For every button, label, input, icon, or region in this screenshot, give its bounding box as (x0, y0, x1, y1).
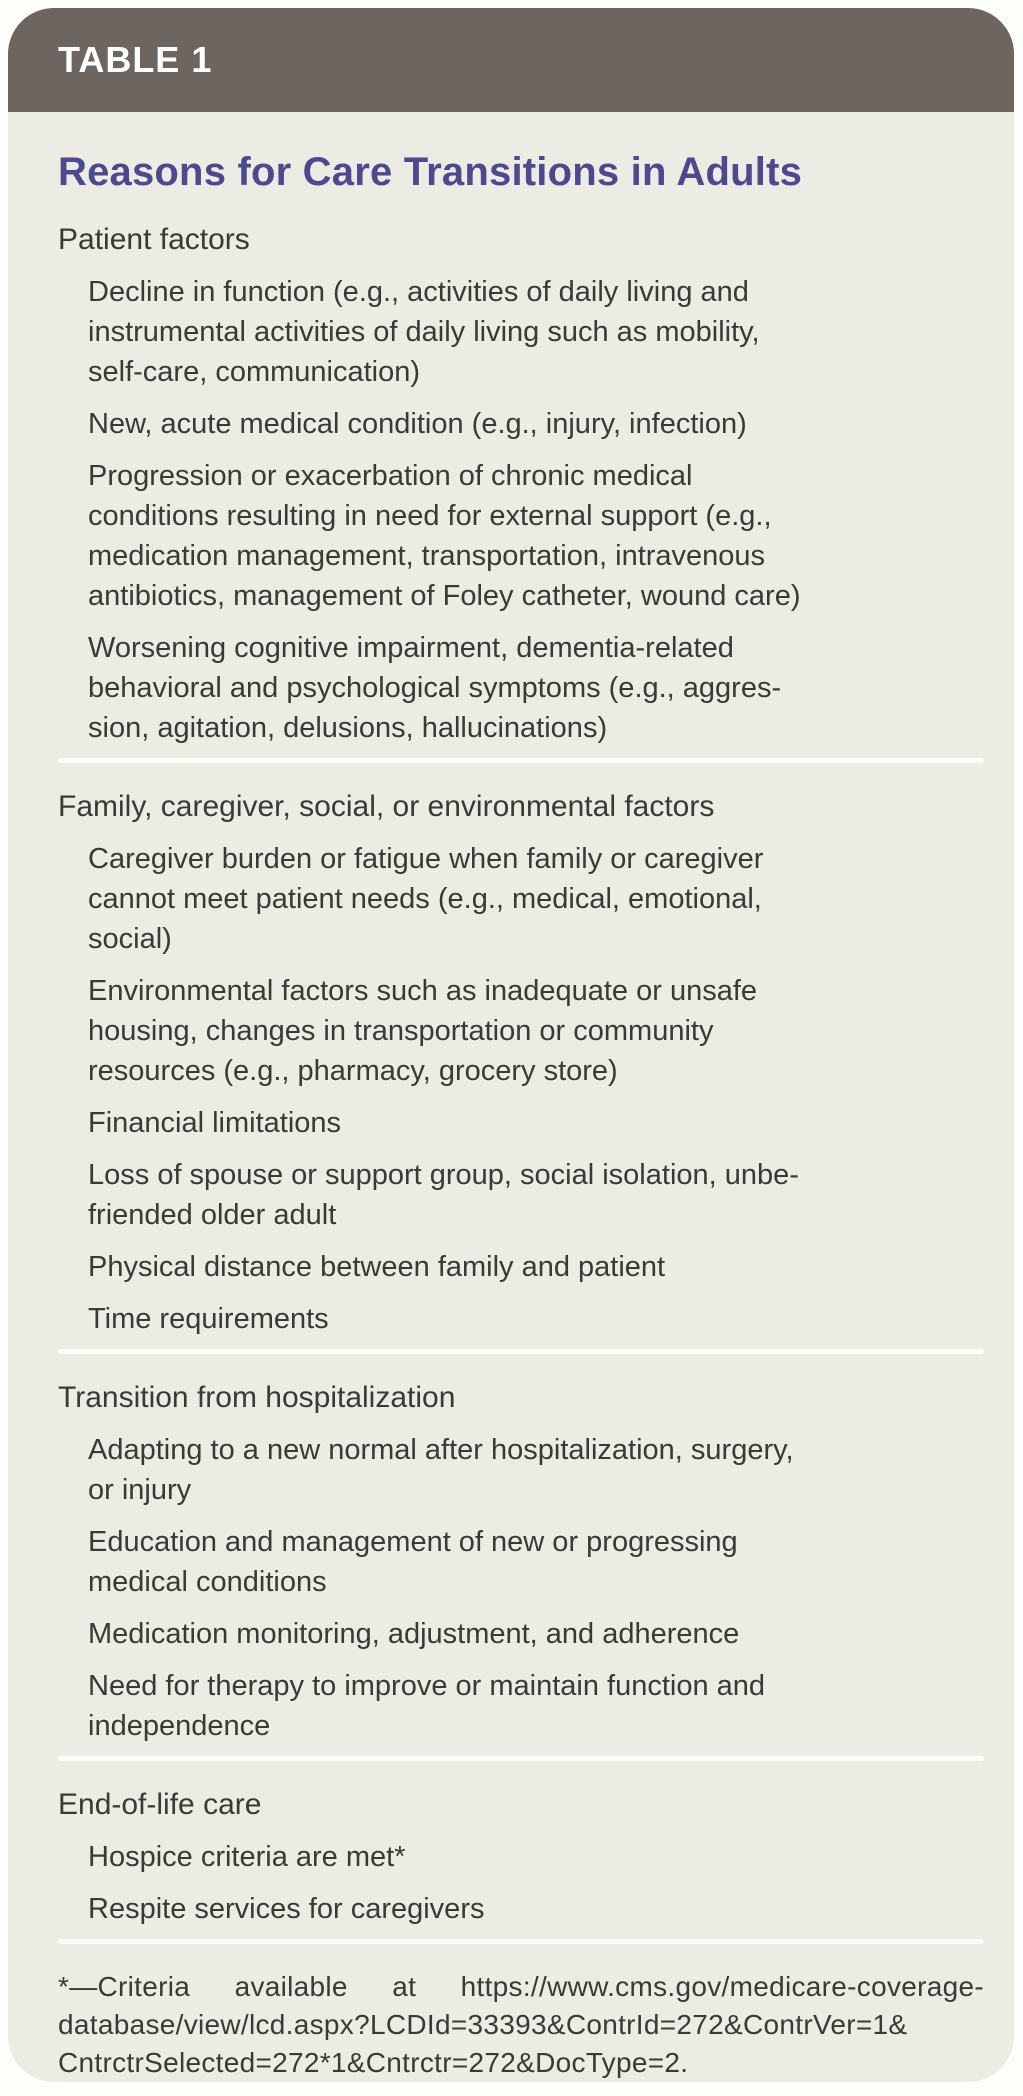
item-line: Loss of spouse or support group, social isolation, unbe- (88, 1159, 799, 1191)
item-line: Hospice criteria are met* (88, 1841, 406, 1873)
footnote-line: *—Criteria available at https://www.cms.gov/medicare-coverage- (58, 1971, 984, 2002)
table-label: TABLE 1 (58, 39, 213, 80)
footnote-line: database/view/lcd.aspx?LCDId=33393&ContrId=272&ContrVer=1& (58, 2009, 908, 2040)
table-item (88, 1614, 984, 1654)
item-line: instrumental activities of daily living such as mobility, (88, 316, 760, 348)
section-heading: Patient factors (58, 223, 250, 256)
item-line: medical conditions (88, 1566, 327, 1598)
item-line: social) (88, 923, 172, 955)
table-item (88, 1299, 984, 1339)
item-line: sion, agitation, delusions, hallucinations) (88, 712, 608, 744)
table-item (88, 971, 984, 1091)
section-divider (58, 1756, 984, 1761)
item-line: Environmental factors such as inadequate or unsafe (88, 975, 758, 1007)
item-line: behavioral and psychological symptoms (e.g., aggres- (88, 672, 782, 704)
table-header (8, 8, 1014, 112)
table-item (88, 1247, 984, 1287)
table-item (88, 1889, 984, 1929)
table-body (8, 220, 1014, 2082)
item-line: Adapting to a new normal after hospitalization, surgery, (88, 1434, 794, 1466)
section-divider (58, 758, 984, 763)
item-line: Education and management of new or progressing (88, 1526, 738, 1558)
section-heading: End-of-life care (58, 1788, 262, 1821)
section-heading: Transition from hospitalization (58, 1381, 456, 1414)
item-line: Physical distance between family and patient (88, 1251, 666, 1283)
item-line: independence (88, 1710, 271, 1742)
item-line: Decline in function (e.g., activities of daily living and (88, 276, 749, 308)
item-line: Respite services for caregivers (88, 1893, 485, 1925)
item-line: Progression or exacerbation of chronic medical (88, 460, 693, 492)
item-line: conditions resulting in need for external support (e.g., (88, 500, 772, 532)
section-heading: Family, caregiver, social, or environmental factors (58, 790, 715, 823)
item-line: New, acute medical condition (e.g., injury, infection) (88, 408, 747, 440)
item-line: medication management, transportation, intravenous (88, 540, 766, 572)
table-item (88, 456, 984, 616)
item-line: Time requirements (88, 1303, 329, 1335)
item-line: Worsening cognitive impairment, dementia-related (88, 632, 734, 664)
item-line: antibiotics, management of Foley catheter, wound care) (88, 580, 801, 612)
table-card (8, 8, 1014, 2082)
item-line: Medication monitoring, adjustment, and adherence (88, 1618, 740, 1650)
table-item (88, 1837, 984, 1877)
item-line: housing, changes in transportation or community (88, 1015, 714, 1047)
item-line: Financial limitations (88, 1107, 342, 1139)
item-line: self-care, communication) (88, 356, 420, 388)
table-item (88, 404, 984, 444)
section-divider (58, 1349, 984, 1354)
table-item (88, 1522, 984, 1602)
item-line: Caregiver burden or fatigue when family or caregiver (88, 843, 764, 875)
item-line: resources (e.g., pharmacy, grocery store) (88, 1055, 618, 1087)
table-item (88, 1666, 984, 1746)
footnote-line: CntrctrSelected=272*1&Cntrctr=272&DocType=2. (58, 2047, 689, 2078)
section-divider (58, 1939, 984, 1944)
item-line: or injury (88, 1474, 192, 1506)
item-line: friended older adult (88, 1199, 337, 1231)
item-line: cannot meet patient needs (e.g., medical, emotional, (88, 883, 762, 915)
table-item (88, 839, 984, 959)
table-item (88, 272, 984, 392)
table-item (88, 1430, 984, 1510)
footnote (58, 1968, 984, 2082)
table-item (88, 628, 984, 748)
table-title: Reasons for Care Transitions in Adults (58, 150, 803, 194)
table-item (88, 1103, 984, 1143)
table-item (88, 1155, 984, 1235)
item-line: Need for therapy to improve or maintain function and (88, 1670, 766, 1702)
